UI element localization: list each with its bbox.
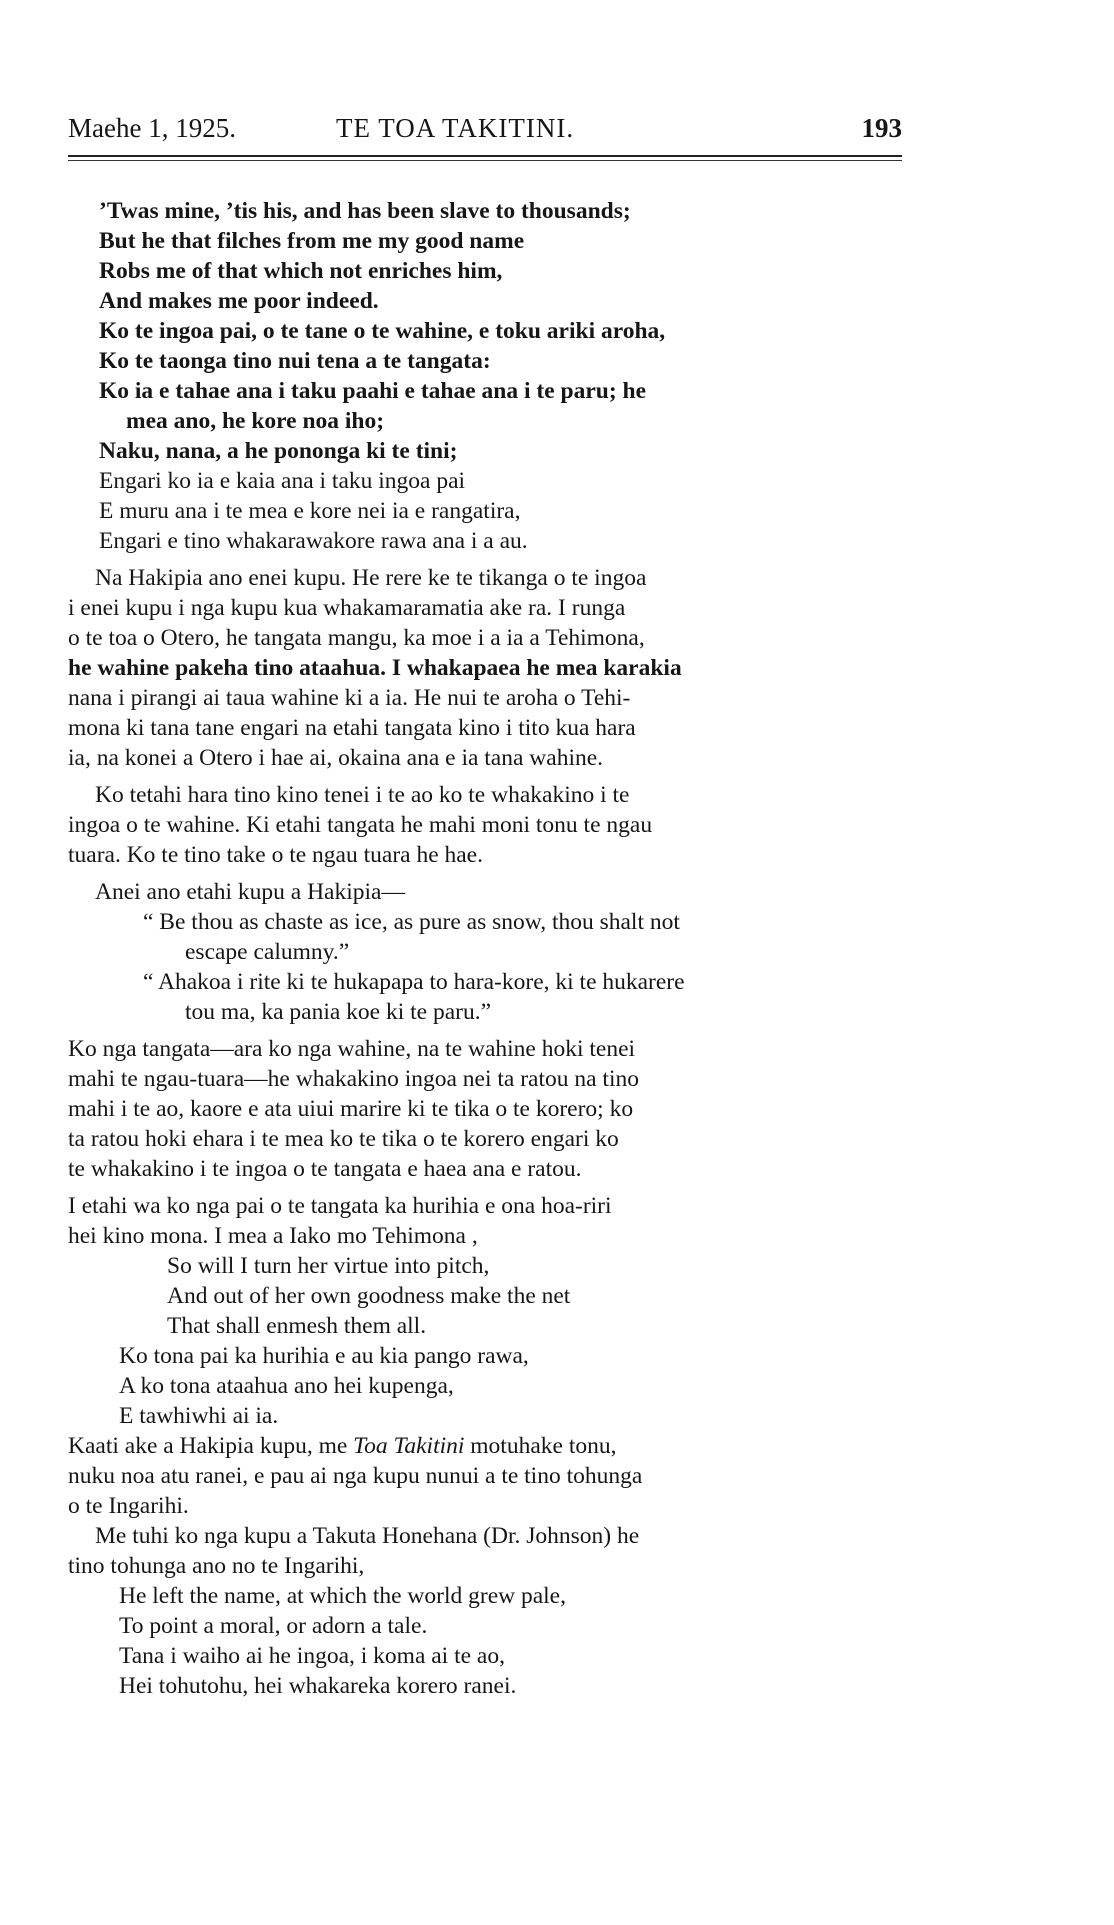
paragraph-line: Ko nga tangata—ara ko nga wahine, na te wahine hoki tenei xyxy=(68,1036,636,1062)
verse-line: E tawhiwhi ai ia. xyxy=(119,1403,279,1429)
page-number: 193 xyxy=(861,113,902,143)
verse-line: He left the name, at which the world grew pale, xyxy=(119,1583,566,1609)
paragraph-line: tino tohunga ano no te Ingarihi, xyxy=(68,1553,365,1579)
verse-line: Tana i waiho ai he ingoa, i koma ai te ao, xyxy=(119,1643,505,1669)
paragraph-line: he wahine pakeha tino ataahua. I whakapaea he mea karakia xyxy=(68,655,682,681)
verse-line: Robs me of that which not enriches him, xyxy=(99,258,503,284)
paragraph-iako xyxy=(68,1191,902,1251)
paragraph-line: nana i pirangi ai taua wahine ki a ia. He nui te aroha o Tehi- xyxy=(68,685,631,711)
paragraph-line: ia, na konei a Otero i hae ai, okaina ana e ia tana wahine. xyxy=(68,745,604,771)
quote-line: escape calumny.” xyxy=(185,939,350,965)
paragraph-line: ta ratou hoki ehara i te mea ko te tika o te korero engari ko xyxy=(68,1126,619,1152)
verse-iago-maori xyxy=(68,1341,902,1431)
verse-line: To point a moral, or adorn a tale. xyxy=(119,1613,428,1639)
paragraph-line: Ko tetahi hara tino kino tenei i te ao ko te whakakino i te xyxy=(95,782,630,808)
paragraph-kaati xyxy=(68,1431,902,1521)
header-title: TE TOA TAKITINI. xyxy=(336,113,575,143)
verse-line: Ko te taonga tino nui tena a te tangata: xyxy=(99,348,491,374)
header-rule-top xyxy=(68,155,902,157)
verse-line: E muru ana i te mea e kore nei ia e rangatira, xyxy=(99,498,521,524)
quote-line: tou ma, ka pania koe ki te paru.” xyxy=(185,999,492,1025)
verse-line: That shall enmesh them all. xyxy=(167,1313,427,1339)
header-rule-bottom xyxy=(68,160,902,161)
paragraph-line: tuara. Ko te tino take o te ngau tuara he hae. xyxy=(68,842,483,868)
paragraph-line: Me tuhi ko nga kupu a Takuta Honehana (Dr. Johnson) he xyxy=(95,1523,640,1549)
quote-line: “ Ahakoa i rite ki te hukapapa to hara-kore, ki te hukarere xyxy=(143,969,685,995)
verse-line: Ko tona pai ka hurihia e au kia pango rawa, xyxy=(119,1343,529,1369)
verse-line: Ko te ingoa pai, o te tane o te wahine, e toku ariki aroha, xyxy=(99,318,666,344)
verse-line: Engari e tino whakarawakore rawa ana i a au. xyxy=(99,528,528,554)
paragraph-line: I etahi wa ko nga pai o te tangata ka hurihia e ona hoa-riri xyxy=(68,1193,612,1219)
verse-line: Engari ko ia e kaia ana i taku ingoa pai xyxy=(99,468,466,494)
verse-line: So will I turn her virtue into pitch, xyxy=(167,1253,490,1279)
verse-line: And out of her own goodness make the net xyxy=(167,1283,571,1309)
verse-line: Ko ia e tahae ana i taku paahi e tahae ana i te paru; he xyxy=(99,378,647,404)
header-date: Maehe 1, 1925. xyxy=(68,113,236,143)
paragraph-line: mahi i te ao, kaore e ata uiui marire ki te tika o te korero; ko xyxy=(68,1096,634,1122)
paragraph-hakipia xyxy=(68,563,902,773)
paragraph-line: o te Ingarihi. xyxy=(68,1493,189,1519)
paragraph-hara xyxy=(68,780,902,870)
paragraph-line: mona ki tana tane engari na etahi tangata kino i tito kua hara xyxy=(68,715,636,741)
paragraph-line: mahi te ngau-tuara—he whakakino ingoa nei ta ratou na tino xyxy=(68,1066,639,1092)
paragraph-line: te whakakino i te ingoa o te tangata e haea ana e ratou. xyxy=(68,1156,582,1182)
paragraph-line: hei kino mona. I mea a Iako mo Tehimona , xyxy=(68,1223,478,1249)
page-body xyxy=(68,196,902,1701)
verse-line: And makes me poor indeed. xyxy=(99,288,379,314)
paragraph-johnson xyxy=(68,1521,902,1581)
verse-line: But he that filches from me my good name xyxy=(99,228,525,254)
verse-line: ’Twas mine, ’tis his, and has been slave to thousands; xyxy=(99,198,631,224)
verse-line: Hei tohutohu, hei whakareka korero ranei. xyxy=(119,1673,517,1699)
paragraph-line: ingoa o te wahine. Ki etahi tangata he mahi moni tonu te ngau xyxy=(68,812,653,838)
verse-line: Naku, nana, a he pononga ki te tini; xyxy=(99,438,458,464)
verse-line: A ko tona ataahua ano hei kupenga, xyxy=(119,1373,454,1399)
paragraph-text: motuhake tonu, xyxy=(464,1433,617,1459)
quote-line: “ Be thou as chaste as ice, as pure as snow, thou shalt not xyxy=(143,909,680,935)
publication-title: Toa Takitini xyxy=(353,1433,465,1459)
verse-othello-quote xyxy=(99,196,902,556)
running-header xyxy=(68,113,902,153)
verse-iago-english xyxy=(68,1251,902,1341)
paragraph-line xyxy=(68,1431,902,1461)
paragraph-quotes xyxy=(68,877,902,1027)
verse-johnson xyxy=(68,1581,902,1701)
paragraph-line: o te toa o Otero, he tangata mangu, ka moe i a ia a Tehimona, xyxy=(68,625,645,651)
paragraph-text: Kaati ake a Hakipia kupu, me xyxy=(68,1433,354,1459)
paragraph-line: Na Hakipia ano enei kupu. He rere ke te tikanga o te ingoa xyxy=(95,565,647,591)
paragraph-line: Anei ano etahi kupu a Hakipia— xyxy=(95,879,405,905)
paragraph-line: nuku noa atu ranei, e pau ai nga kupu nunui a te tino tohunga xyxy=(68,1463,643,1489)
verse-line: mea ano, he kore noa iho; xyxy=(126,408,385,434)
paragraph-line: i enei kupu i nga kupu kua whakamaramatia ake ra. I runga xyxy=(68,595,626,621)
paragraph-tangata xyxy=(68,1034,902,1184)
